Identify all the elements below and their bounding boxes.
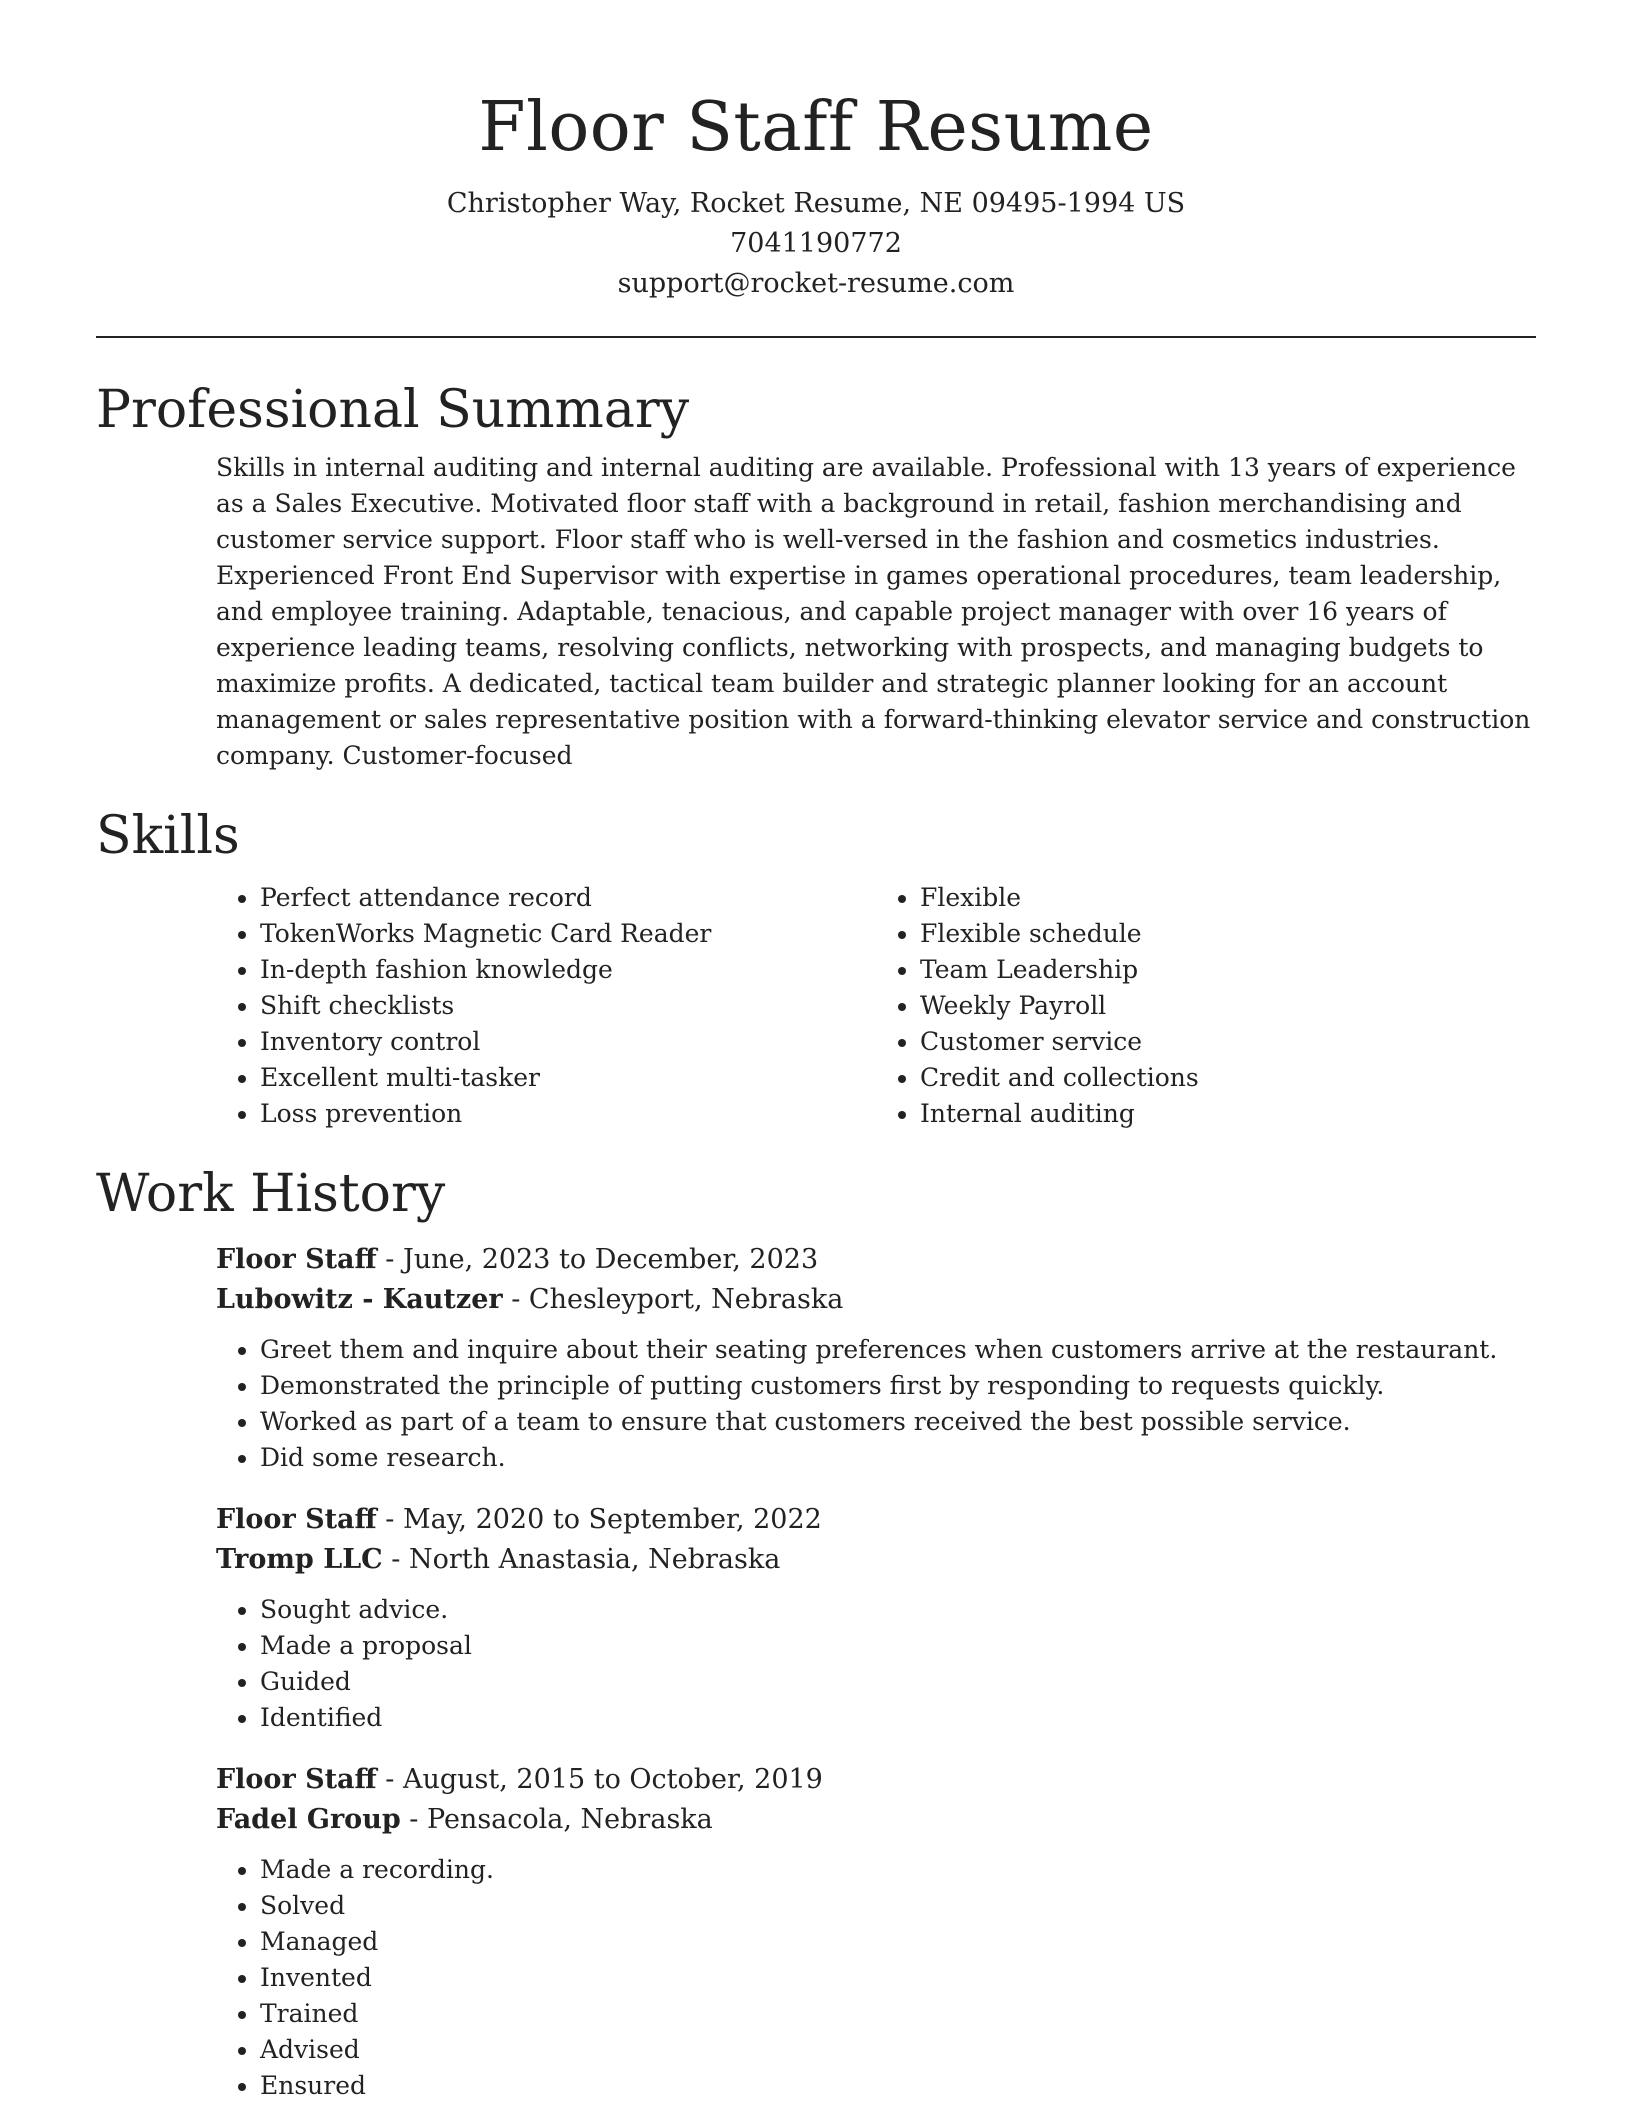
job-bullet: • Ensured bbox=[260, 2068, 1536, 2104]
summary-heading: Professional Summary bbox=[96, 380, 690, 440]
job-company: Fadel Group bbox=[216, 1804, 401, 1835]
summary-section bbox=[96, 374, 1536, 774]
resume-title: Floor Staff Resume bbox=[478, 88, 1154, 167]
skill-item: • Internal auditing bbox=[920, 1096, 1536, 1132]
job-bullets bbox=[216, 1332, 1536, 1476]
job-dates: June, 2023 to December, 2023 bbox=[403, 1244, 819, 1275]
work-history-heading: Work History bbox=[96, 1164, 446, 1224]
job-title-line: Floor Staff - August, 2015 to October, 2019 bbox=[216, 1764, 823, 1795]
resume-page bbox=[96, 0, 1536, 2104]
job-title: Floor Staff bbox=[216, 1764, 377, 1795]
resume-header bbox=[96, 0, 1536, 304]
contact-email: support@rocket-resume.com bbox=[617, 268, 1015, 299]
skills-columns bbox=[216, 880, 1536, 1132]
contact-address: Christopher Way, Rocket Resume, NE 09495-1994 US bbox=[446, 188, 1186, 219]
skill-item: • Team Leadership bbox=[920, 952, 1536, 988]
skill-item: • Customer service bbox=[920, 1024, 1536, 1060]
job-location: North Anastasia, Nebraska bbox=[408, 1544, 781, 1575]
job-bullets bbox=[216, 1852, 1536, 2104]
job-title: Floor Staff bbox=[216, 1244, 377, 1275]
job-bullet: • Invented bbox=[260, 1960, 1536, 1996]
job-location: Chesleyport, Nebraska bbox=[528, 1284, 844, 1315]
job-title: Floor Staff bbox=[216, 1504, 377, 1535]
skill-item: • Flexible bbox=[920, 880, 1536, 916]
job-company: Tromp LLC bbox=[216, 1544, 383, 1575]
contact-phone: 7041190772 bbox=[730, 228, 902, 259]
job-bullet: • Greet them and inquire about their seating preferences when customers arrive at the restaurant. bbox=[260, 1332, 1536, 1368]
skill-item: • Loss prevention bbox=[260, 1096, 876, 1132]
header-divider bbox=[96, 336, 1536, 338]
job-entry bbox=[216, 1500, 1536, 1736]
job-bullet: • Worked as part of a team to ensure that customers received the best possible service. bbox=[260, 1404, 1536, 1440]
summary-text: Skills in internal auditing and internal auditing are available. Professional with 13 years of experience as a Sales Executive. Motivated floor staff with a background in retail, fashion merchandising and customer service support. Floor staff who is well-versed in the fashion and cosmetics industries. Experienced Front End Supervisor with expertise in games operational procedures, team leadership, and employee training. Adaptable, tenacious, and capable project manager with over 16 years of experience leading teams, resolving conflicts, networking with prospects, and managing budgets to maximize profits. A dedicated, tactical team builder and strategic planner looking for an account management or sales representative position with a forward-thinking elevator service and construction company. Customer-focused bbox=[216, 453, 1531, 770]
job-bullet: • Sought advice. bbox=[260, 1592, 1536, 1628]
job-company-line: Fadel Group - Pensacola, Nebraska bbox=[216, 1804, 713, 1835]
work-history-section bbox=[96, 1158, 1536, 2104]
job-entry bbox=[216, 1760, 1536, 2104]
job-bullet: • Demonstrated the principle of putting customers first by responding to requests quickly. bbox=[260, 1368, 1536, 1404]
skill-item: • Excellent multi-tasker bbox=[260, 1060, 876, 1096]
skill-item: • Credit and collections bbox=[920, 1060, 1536, 1096]
skill-item: • Weekly Payroll bbox=[920, 988, 1536, 1024]
job-bullet: • Advised bbox=[260, 2032, 1536, 2068]
skills-list-right bbox=[876, 880, 1536, 1132]
job-company-line: Lubowitz - Kautzer - Chesleyport, Nebraska bbox=[216, 1284, 844, 1315]
job-bullets bbox=[216, 1592, 1536, 1736]
job-company: Lubowitz - Kautzer bbox=[216, 1284, 503, 1315]
job-entry bbox=[216, 1240, 1536, 1476]
job-bullet: • Managed bbox=[260, 1924, 1536, 1960]
job-bullet: • Made a proposal bbox=[260, 1628, 1536, 1664]
job-dates: May, 2020 to September, 2022 bbox=[403, 1504, 822, 1535]
job-bullet: • Did some research. bbox=[260, 1440, 1536, 1476]
job-dates: August, 2015 to October, 2019 bbox=[403, 1764, 823, 1795]
skills-section bbox=[96, 800, 1536, 1132]
skills-heading: Skills bbox=[96, 806, 240, 866]
skills-list-left bbox=[216, 880, 876, 1132]
contact-info bbox=[96, 184, 1536, 304]
job-company-line: Tromp LLC - North Anastasia, Nebraska bbox=[216, 1544, 781, 1575]
job-bullet: • Trained bbox=[260, 1996, 1536, 2032]
skill-item: • In-depth fashion knowledge bbox=[260, 952, 876, 988]
skill-item: • Flexible schedule bbox=[920, 916, 1536, 952]
skill-item: • TokenWorks Magnetic Card Reader bbox=[260, 916, 876, 952]
skill-item: • Inventory control bbox=[260, 1024, 876, 1060]
skill-item: • Perfect attendance record bbox=[260, 880, 876, 916]
job-bullet: • Made a recording. bbox=[260, 1852, 1536, 1888]
job-bullet: • Solved bbox=[260, 1888, 1536, 1924]
job-title-line: Floor Staff - May, 2020 to September, 2022 bbox=[216, 1504, 822, 1535]
job-bullet: • Identified bbox=[260, 1700, 1536, 1736]
skill-item: • Shift checklists bbox=[260, 988, 876, 1024]
job-title-line: Floor Staff - June, 2023 to December, 2023 bbox=[216, 1244, 819, 1275]
job-location: Pensacola, Nebraska bbox=[427, 1804, 713, 1835]
job-bullet: • Guided bbox=[260, 1664, 1536, 1700]
